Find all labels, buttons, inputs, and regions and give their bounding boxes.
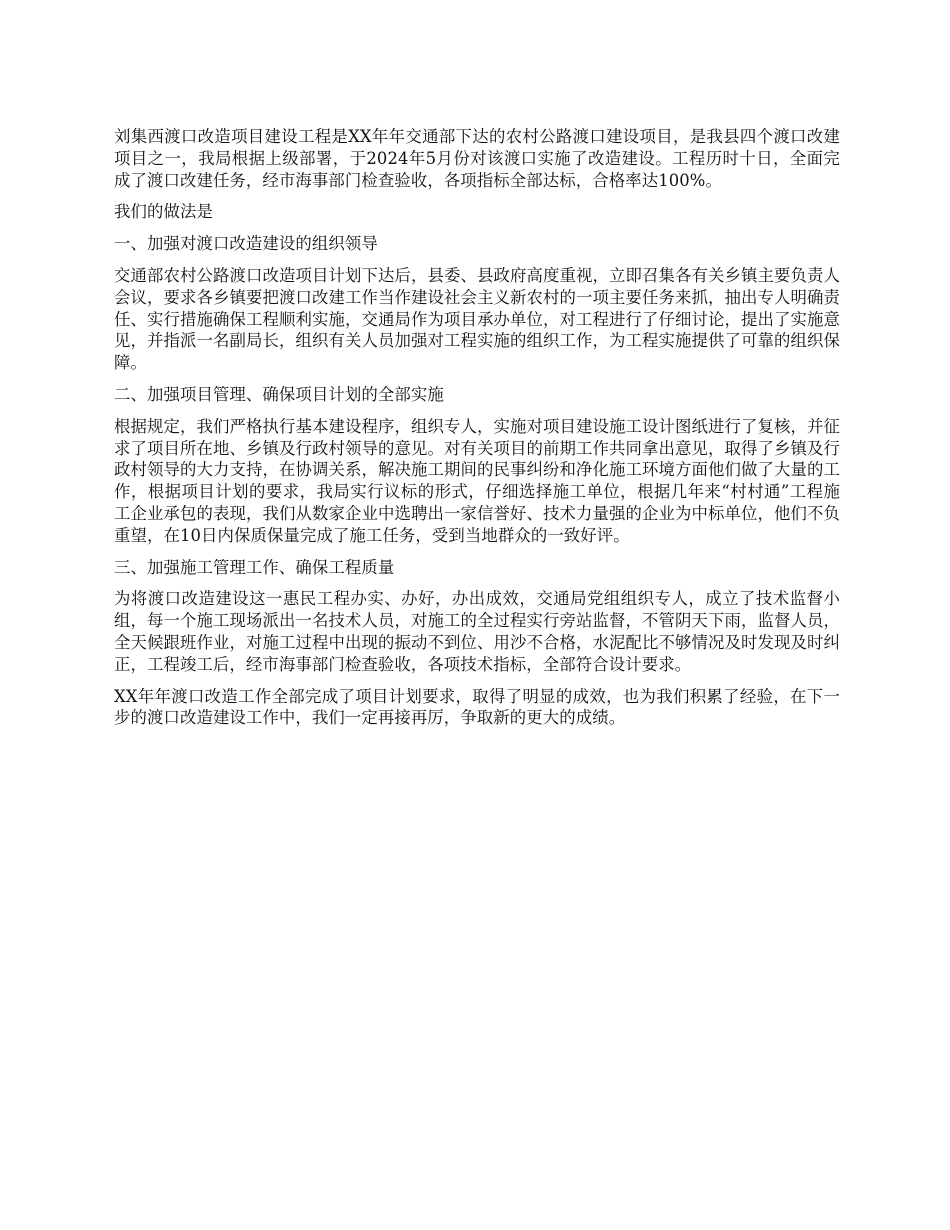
section-paragraph-3: 为将渡口改造建设这一惠民工程办实、办好，办出成效，交通局党组组织专人，成立了技术监督小组，每一个施工现场派出一名技术人员，对施工的全过程实行旁站监督，不管阴天下雨，监督人员，全天候跟班作业，对施工过程中出现的振动不到位、用沙不合格，水泥配比不够情况及时发现及时纠正，工程竣工后，经市海事部门检查验收，各项技术指标，全部符合设计要求。 xyxy=(114,589,840,674)
intro-paragraph: 刘集西渡口改造项目建设工程是XX年年交通部下达的农村公路渡口建设项目，是我县四个渡口改建项目之一，我局根据上级部署，于2024年5月份对该渡口实施了改造建设。工程历时十日，全面完成了渡口改建任务，经市海事部门检查验收，各项指标全部达标，合格率达100%。 xyxy=(114,127,840,190)
section-heading-1: 一、加强对渡口改造建设的组织领导 xyxy=(114,234,378,254)
conclusion-paragraph: XX年年渡口改造工作全部完成了项目计划要求，取得了明显的成效，也为我们积累了经验，在下一步的渡口改造建设工作中，我们一定再接再厉，争取新的更大的成绩。 xyxy=(114,686,840,728)
section-heading-2: 二、加强项目管理、确保项目计划的全部实施 xyxy=(114,384,444,404)
section-heading-3: 三、加强施工管理工作、确保工程质量 xyxy=(114,557,395,577)
section-paragraph-1: 交通部农村公路渡口改造项目计划下达后，县委、县政府高度重视，立即召集各有关乡镇主要负责人会议，要求各乡镇要把渡口改建工作当作建设社会主义新农村的一项主要任务来抓，抽出专人明确责任、实行措施确保工程顺利实施，交通局作为项目承办单位，对工程进行了仔细讨论，提出了实施意见，并指派一名副局长，组织有关人员加强对工程实施的组织工作，为工程实施提供了可靠的组织保障。 xyxy=(114,265,840,373)
section-paragraph-2: 根据规定，我们严格执行基本建设程序，组织专人，实施对项目建设施工设计图纸进行了复核，并征求了项目所在地、乡镇及行政村领导的意见。对有关项目的前期工作共同拿出意见，取得了乡镇及行政村领导的大力支持，在协调关系，解决施工期间的民事纠纷和净化施工环境方面他们做了大量的工作，根据项目计划的要求，我局实行议标的形式，仔细选择施工单位，根据几年来“村村通”工程施工企业承包的表现，我们从数家企业中选聘出一家信誉好、技术力量强的企业为中标单位，他们不负重望，在10日内保质保量完成了施工任务，受到当地群众的一致好评。 xyxy=(114,416,840,545)
approach-heading: 我们的做法是 xyxy=(114,202,213,222)
document-body xyxy=(114,126,840,739)
